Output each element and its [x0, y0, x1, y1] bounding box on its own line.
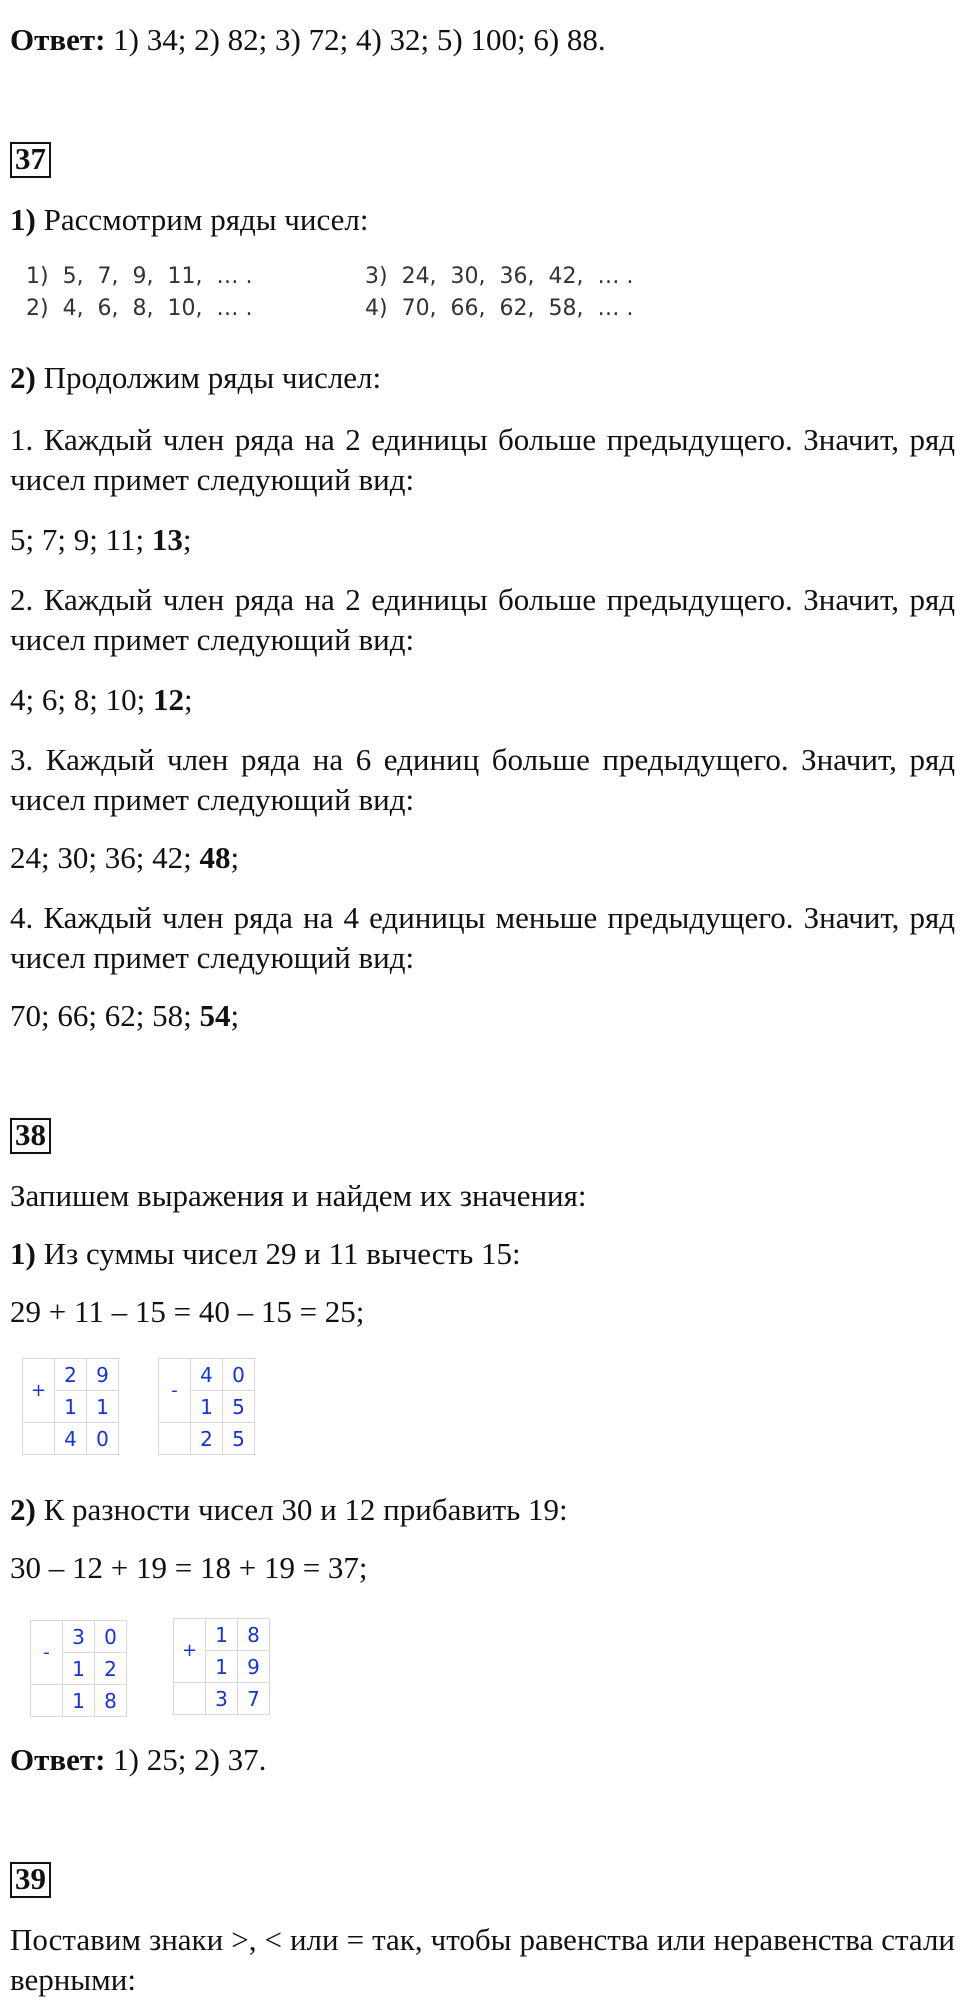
sequence-1: 1) 5, 7, 9, 11, … . — [26, 264, 253, 289]
operator: - — [159, 1359, 191, 1423]
sequence-4: 4) 70, 66, 62, 58, … . — [365, 296, 634, 321]
operator: - — [31, 1621, 63, 1685]
item-4-text: 4. Каждый член ряда на 4 единицы меньше предыдущего. Значит, ряд чисел примет следующий вид: — [10, 900, 955, 975]
item-1-text: 1. Каждый член ряда на 2 единицы больше предыдущего. Значит, ряд чисел примет следующий вид: — [10, 422, 955, 497]
task-38-number: 38 — [10, 1118, 51, 1154]
column-addition-grid-2: + 1 8 1 9 3 7 — [173, 1618, 270, 1715]
item-1-series: 5; 7; 9; 11; 13; — [10, 522, 192, 557]
column-subtraction-grid-1: - 4 0 1 5 2 5 — [158, 1358, 255, 1455]
item-4-series: 70; 66; 62; 58; 54; — [10, 998, 240, 1033]
item-3-text: 3. Каждый член ряда на 6 единиц больше предыдущего. Значит, ряд чисел примет следующий вид: — [10, 742, 955, 817]
task-38-part2: 2) К разности чисел 30 и 12 прибавить 19: — [10, 1492, 568, 1527]
sequences-figure — [10, 258, 690, 334]
equation-1: 29 + 11 – 15 = 40 – 15 = 25; — [10, 1294, 365, 1329]
equation-2: 30 – 12 + 19 = 18 + 19 = 37; — [10, 1550, 368, 1585]
operator: + — [23, 1359, 55, 1423]
column-addition-grid-1: + 2 9 1 1 4 0 — [22, 1358, 119, 1455]
item-3-series: 24; 30; 36; 42; 48; — [10, 840, 240, 875]
sequence-3: 3) 24, 30, 36, 42, … . — [365, 264, 634, 289]
task-37-part1: 1) Рассмотрим ряды чисел: — [10, 202, 369, 237]
task-37-number: 37 — [10, 142, 51, 178]
task-38-answer: Ответ: 1) 25; 2) 37. — [10, 1742, 267, 1777]
task-38-part1: 1) Из суммы чисел 29 и 11 вычесть 15: — [10, 1236, 521, 1271]
task-39-number: 39 — [10, 1862, 51, 1898]
column-subtraction-grid-2: - 3 0 1 2 1 8 — [30, 1620, 127, 1717]
item-2-text: 2. Каждый член ряда на 2 единицы больше предыдущего. Значит, ряд чисел примет следующий вид: — [10, 582, 955, 657]
sequence-2: 2) 4, 6, 8, 10, … . — [26, 296, 253, 321]
task-39-intro: Поставим знаки >, < или = так, чтобы равенства или неравенства стали верными: — [10, 1922, 955, 1997]
top-answer: Ответ: 1) 34; 2) 82; 3) 72; 4) 32; 5) 100; 6) 88. — [10, 22, 606, 57]
task-37-part2: 2) Продолжим ряды числел: — [10, 360, 382, 395]
task-38-intro: Запишем выражения и найдем их значения: — [10, 1178, 587, 1213]
operator: + — [174, 1619, 206, 1683]
item-2-series: 4; 6; 8; 10; 12; — [10, 682, 193, 717]
